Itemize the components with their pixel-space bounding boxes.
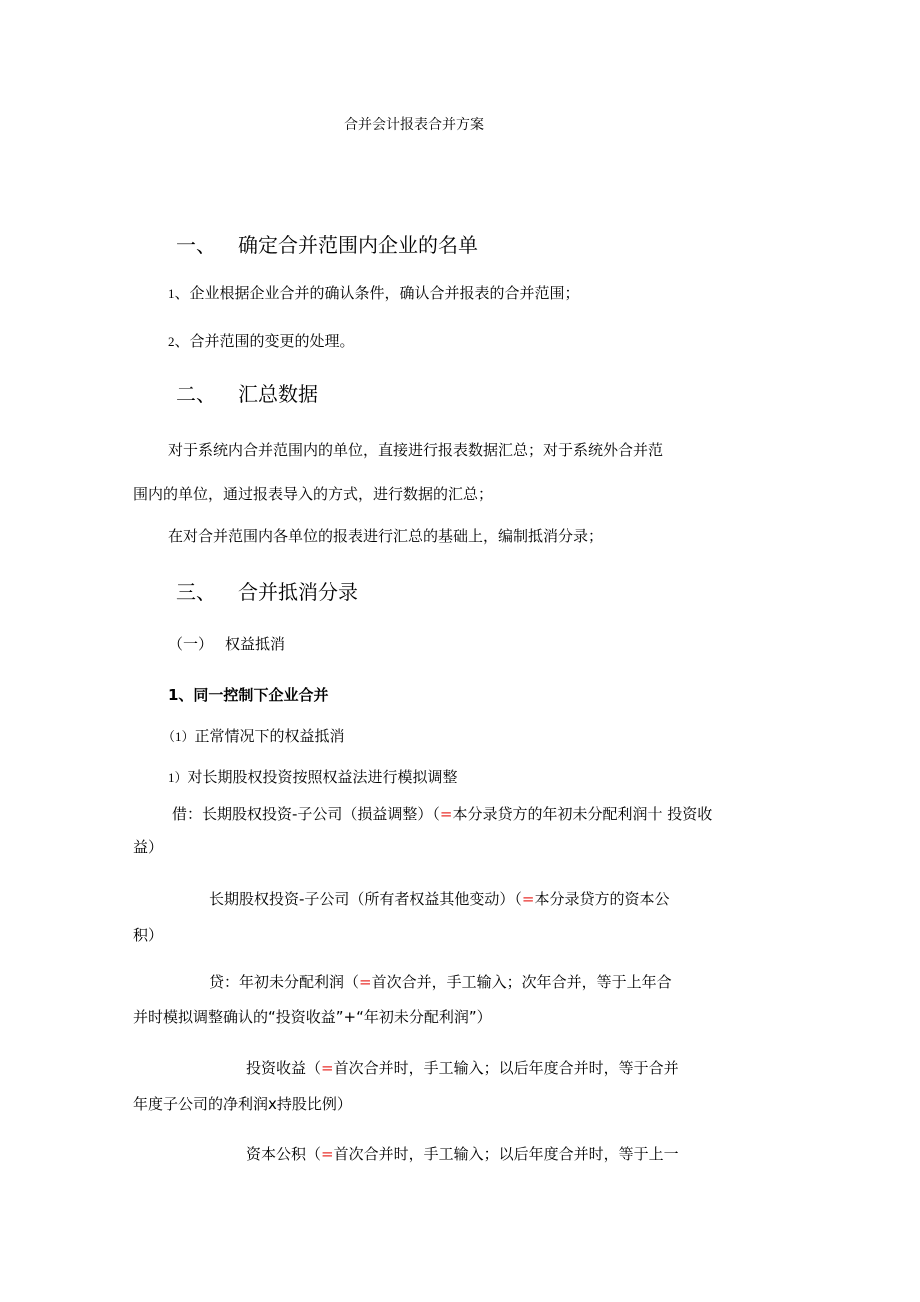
entry-text: 投资收益（ [246, 1059, 322, 1077]
entry-text: 首次合并时，手工输入；以后年度合并时，等于合并 [333, 1059, 679, 1077]
item-1-heading: 1、同一控制下企业合并 [168, 686, 329, 704]
entry-2-line-2: 积） [133, 926, 164, 944]
item-number: 2 [168, 334, 175, 349]
entry-1-line-1 [172, 805, 712, 823]
entry-5-line-1 [246, 1145, 679, 1163]
section-1-heading [176, 233, 478, 257]
subsection-1-heading [168, 635, 285, 653]
subsection-1-title: 权益抵消 [225, 635, 286, 653]
entry-text: 借：长期股权投资-子公司（损益调整）（ [172, 805, 440, 823]
equals-sign: = [321, 1145, 334, 1163]
entry-2-line-1 [209, 890, 670, 908]
document-title: 合并会计报表合并方案 [344, 117, 484, 133]
item-1-1-1-number: 1） [168, 770, 188, 785]
item-1-1-text: 正常情况下的权益抵消 [194, 727, 345, 745]
entry-text: 本分录贷方的年初未分配利润十 投资收 [452, 805, 713, 823]
entry-text: 资本公积（ [246, 1145, 322, 1163]
section-2-paragraph-1-line-2: 围内的单位，通过报表导入的方式，进行数据的汇总； [133, 485, 494, 503]
section-3-title: 合并抵消分录 [238, 580, 358, 604]
entry-text: 贷：年初未分配利润（ [209, 973, 360, 991]
section-2-heading [176, 382, 318, 406]
section-1-item-1 [168, 284, 580, 302]
entry-4-line-1 [246, 1059, 679, 1077]
entry-4-line-2: 年度子公司的净利润x持股比例） [133, 1095, 352, 1113]
entry-3-line-2: 并时模拟调整确认的“投资收益”+“年初未分配利润”） [133, 1008, 492, 1026]
section-2-title: 汇总数据 [238, 382, 318, 406]
section-2-paragraph-1-line-1: 对于系统内合并范围内的单位，直接进行报表数据汇总；对于系统外合并范 [168, 441, 664, 459]
equals-sign: = [321, 1059, 334, 1077]
item-1-1-1-heading [168, 768, 458, 786]
entry-1-line-2: 益） [133, 838, 164, 856]
item-text: 、企业根据企业合并的确认条件，确认合并报表的合并范围； [174, 284, 580, 302]
section-3-number: 三、 [176, 580, 216, 604]
section-1-item-2 [168, 332, 355, 350]
item-1-1-heading [162, 727, 345, 745]
entry-text: 本分录贷方的资本公 [534, 890, 670, 908]
item-1-1-number: （1） [162, 729, 195, 744]
equals-sign: = [359, 973, 372, 991]
equals-sign: = [521, 890, 535, 908]
section-1-number: 一、 [176, 233, 216, 257]
section-1-title: 确定合并范围内企业的名单 [238, 233, 478, 257]
equals-sign: = [439, 805, 453, 823]
item-number: 1 [168, 286, 175, 301]
entry-text: 长期股权投资-子公司（所有者权益其他变动）（ [209, 890, 522, 908]
entry-text: 首次合并，手工输入；次年合并，等于上年合 [371, 973, 672, 991]
subsection-1-number: （一） [168, 635, 214, 653]
section-2-paragraph-2: 在对合并范围内各单位的报表进行汇总的基础上，编制抵消分录； [168, 527, 604, 545]
item-1-1-1-text: 对长期股权投资按照权益法进行模拟调整 [187, 768, 458, 786]
entry-text: 首次合并时，手工输入；以后年度合并时，等于上一 [333, 1145, 679, 1163]
item-text: 、合并范围的变更的处理。 [174, 332, 355, 350]
section-3-heading [176, 580, 358, 604]
entry-3-line-1 [209, 973, 672, 991]
section-2-number: 二、 [176, 382, 216, 406]
